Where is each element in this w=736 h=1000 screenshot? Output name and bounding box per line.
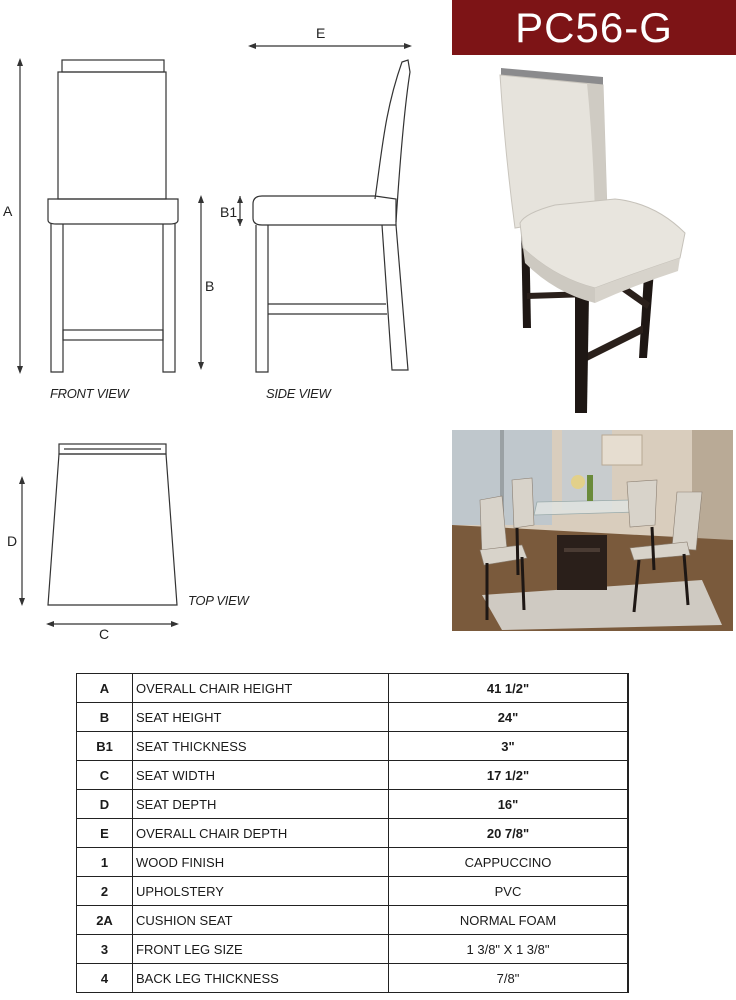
spec-row bbox=[77, 848, 629, 877]
spec-value: 41 1/2" bbox=[389, 674, 629, 703]
spec-code: B1 bbox=[77, 732, 133, 761]
side-view-caption: SIDE VIEW bbox=[266, 386, 331, 401]
product-photo bbox=[495, 63, 695, 413]
dim-a-arrow-top bbox=[17, 58, 23, 66]
top-view-caption: TOP VIEW bbox=[188, 593, 249, 608]
side-stretcher bbox=[268, 304, 387, 314]
spec-value: 20 7/8" bbox=[389, 819, 629, 848]
spec-name: BACK LEG THICKNESS bbox=[133, 964, 389, 993]
spec-value: 7/8" bbox=[389, 964, 629, 993]
spec-value: 1 3/8" X 1 3/8" bbox=[389, 935, 629, 964]
top-seat bbox=[48, 454, 177, 605]
spec-code: B bbox=[77, 703, 133, 732]
spec-code: E bbox=[77, 819, 133, 848]
front-back-cap bbox=[62, 60, 164, 72]
spec-value: PVC bbox=[389, 877, 629, 906]
model-title-banner bbox=[452, 0, 736, 55]
spec-value: 3" bbox=[389, 732, 629, 761]
spec-value: 17 1/2" bbox=[389, 761, 629, 790]
spec-value: CAPPUCCINO bbox=[389, 848, 629, 877]
spec-name: CUSHION SEAT bbox=[133, 906, 389, 935]
spec-row bbox=[77, 819, 629, 848]
dim-label-b1: B1 bbox=[220, 204, 238, 220]
spec-row bbox=[77, 877, 629, 906]
spec-row bbox=[77, 935, 629, 964]
side-backrest bbox=[375, 60, 410, 222]
front-leg-left bbox=[51, 224, 63, 372]
spec-code: 4 bbox=[77, 964, 133, 993]
spec-name: SEAT HEIGHT bbox=[133, 703, 389, 732]
spec-code: 2 bbox=[77, 877, 133, 906]
spec-code: D bbox=[77, 790, 133, 819]
spec-code: 2A bbox=[77, 906, 133, 935]
spec-table bbox=[76, 673, 629, 993]
spec-name: WOOD FINISH bbox=[133, 848, 389, 877]
spec-row bbox=[77, 790, 629, 819]
spec-code: A bbox=[77, 674, 133, 703]
room-chair-1 bbox=[480, 496, 507, 555]
dim-label-a: A bbox=[3, 203, 13, 219]
chair-front-leg bbox=[575, 295, 589, 413]
top-view-drawing bbox=[19, 444, 179, 627]
front-backrest bbox=[58, 72, 166, 199]
dim-a-arrow-bottom bbox=[17, 366, 23, 374]
spec-name: UPHOLSTERY bbox=[133, 877, 389, 906]
dim-label-b: B bbox=[205, 278, 215, 294]
side-view-drawing bbox=[248, 43, 412, 372]
spec-name: OVERALL CHAIR HEIGHT bbox=[133, 674, 389, 703]
spec-row bbox=[77, 703, 629, 732]
spec-name: SEAT WIDTH bbox=[133, 761, 389, 790]
spec-row bbox=[77, 964, 629, 993]
dim-label-c: C bbox=[99, 626, 110, 642]
side-seat bbox=[253, 196, 396, 225]
spec-row bbox=[77, 906, 629, 935]
spec-row bbox=[77, 674, 629, 703]
front-leg-right bbox=[163, 224, 175, 372]
spec-name: FRONT LEG SIZE bbox=[133, 935, 389, 964]
spec-name: SEAT DEPTH bbox=[133, 790, 389, 819]
spec-name: SEAT THICKNESS bbox=[133, 732, 389, 761]
front-view-caption: FRONT VIEW bbox=[50, 386, 129, 401]
top-back-cap bbox=[59, 444, 166, 454]
spec-code: C bbox=[77, 761, 133, 790]
spec-value: NORMAL FOAM bbox=[389, 906, 629, 935]
spec-code: 1 bbox=[77, 848, 133, 877]
spec-value: 16" bbox=[389, 790, 629, 819]
side-leg-front bbox=[256, 225, 268, 372]
spec-row bbox=[77, 732, 629, 761]
side-leg-back bbox=[382, 225, 408, 370]
front-seat bbox=[48, 199, 178, 224]
room-photo bbox=[452, 430, 733, 631]
spec-name: OVERALL CHAIR DEPTH bbox=[133, 819, 389, 848]
spec-code: 3 bbox=[77, 935, 133, 964]
dim-label-d: D bbox=[7, 533, 18, 549]
spec-value: 24" bbox=[389, 703, 629, 732]
spec-row bbox=[77, 761, 629, 790]
front-stretcher bbox=[63, 330, 163, 340]
dim-label-e: E bbox=[316, 25, 326, 41]
model-number: PC56-G bbox=[515, 3, 673, 51]
